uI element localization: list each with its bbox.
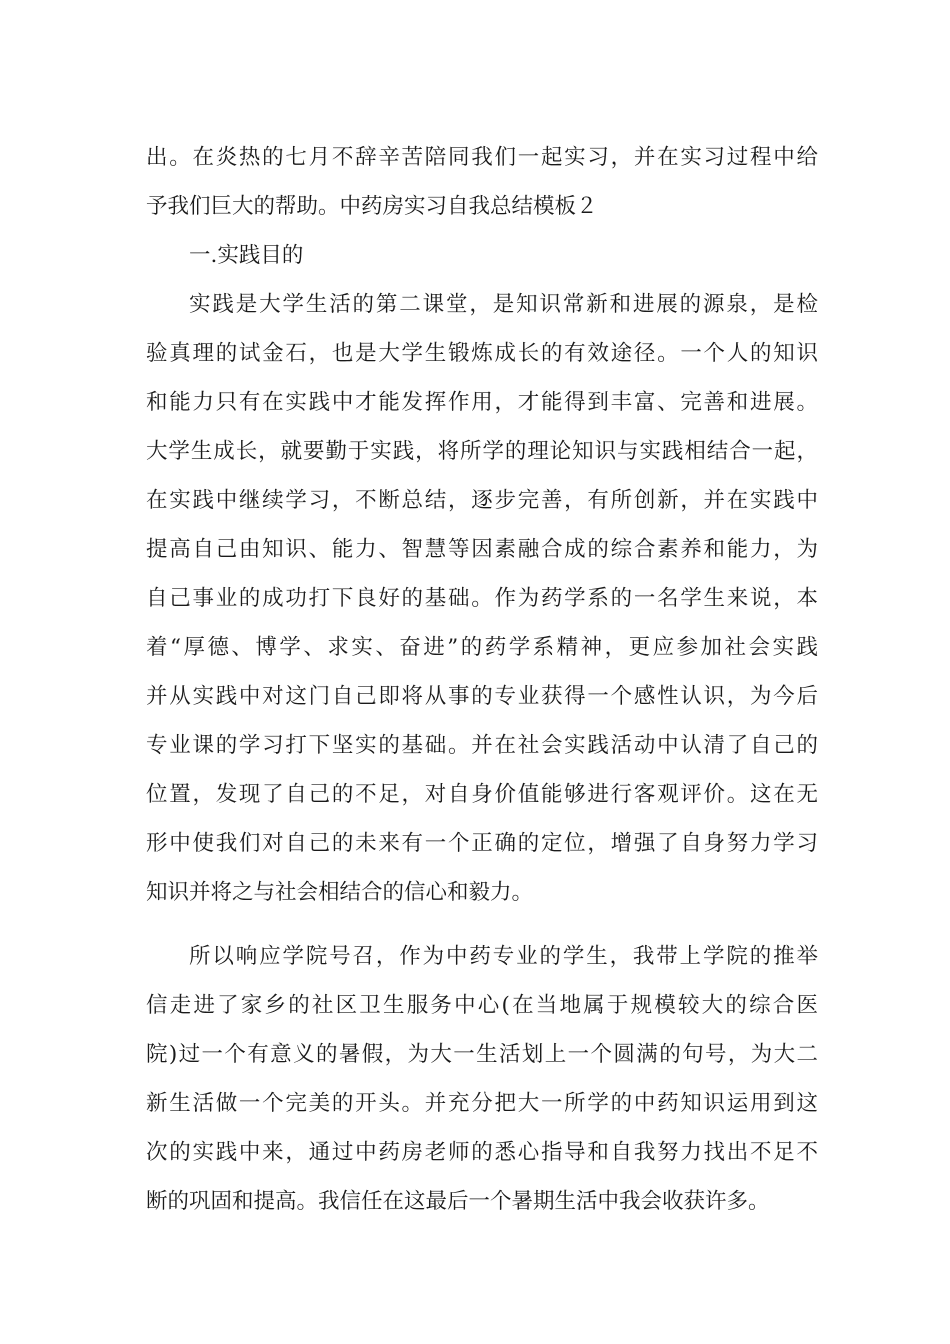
text-line: 次的实践中来，通过中药房老师的悉心指导和自我努力找出不足不	[146, 1140, 818, 1165]
text-line: 着“厚德、博学、求实、奋进”的药学系精神，更应参加社会实践	[146, 635, 818, 660]
text-line: 验真理的试金石，也是大学生锻炼成长的有效途径。一个人的知识	[146, 341, 818, 366]
text-line: 断的巩固和提高。我信任在这最后一个暑期生活中我会收获许多。	[146, 1189, 770, 1214]
text-line: 新生活做一个完美的开头。并充分把大一所学的中药知识运用到这	[146, 1091, 818, 1116]
text-line: 专业课的学习打下坚实的基础。并在社会实践活动中认清了自己的	[146, 733, 818, 758]
text-line: 予我们巨大的帮助。中药房实习自我总结模板２	[146, 194, 598, 219]
paragraph-gap	[146, 917, 818, 932]
document-body	[146, 133, 818, 1226]
text-line: 实践是大学生活的第二课堂，是知识常新和进展的源泉，是检	[189, 292, 818, 317]
text-line: 所以响应学院号召，作为中药专业的学生，我带上学院的推举	[189, 944, 818, 969]
text-line: 提高自己由知识、能力、智慧等因素融合成的综合素养和能力，为	[146, 537, 818, 562]
text-line: 知识并将之与社会相结合的信心和毅力。	[146, 880, 534, 905]
text-line: 形中使我们对自己的未来有一个正确的定位，增强了自身努力学习	[146, 831, 818, 856]
text-line: 院)过一个有意义的暑假，为大一生活划上一个圆满的句号，为大二	[146, 1042, 818, 1067]
text-line: 出。在炎热的七月不辞辛苦陪同我们一起实习，并在实习过程中给	[146, 145, 818, 170]
text-line: 大学生成长，就要勤于实践，将所学的理论知识与实践相结合一起，	[146, 439, 818, 464]
section-heading: 一.实践目的	[189, 243, 304, 268]
text-line: 在实践中继续学习，不断总结，逐步完善，有所创新，并在实践中	[146, 488, 818, 513]
text-line: 自己事业的成功打下良好的基础。作为药学系的一名学生来说，本	[146, 586, 818, 611]
text-line: 并从实践中对这门自己即将从事的专业获得一个感性认识，为今后	[146, 684, 818, 709]
text-line: 和能力只有在实践中才能发挥作用，才能得到丰富、完善和进展。	[146, 390, 818, 415]
text-line: 位置，发现了自己的不足，对自身价值能够进行客观评价。这在无	[146, 782, 818, 807]
text-line: 信走进了家乡的社区卫生服务中心(在当地属于规模较大的综合医	[146, 993, 818, 1018]
